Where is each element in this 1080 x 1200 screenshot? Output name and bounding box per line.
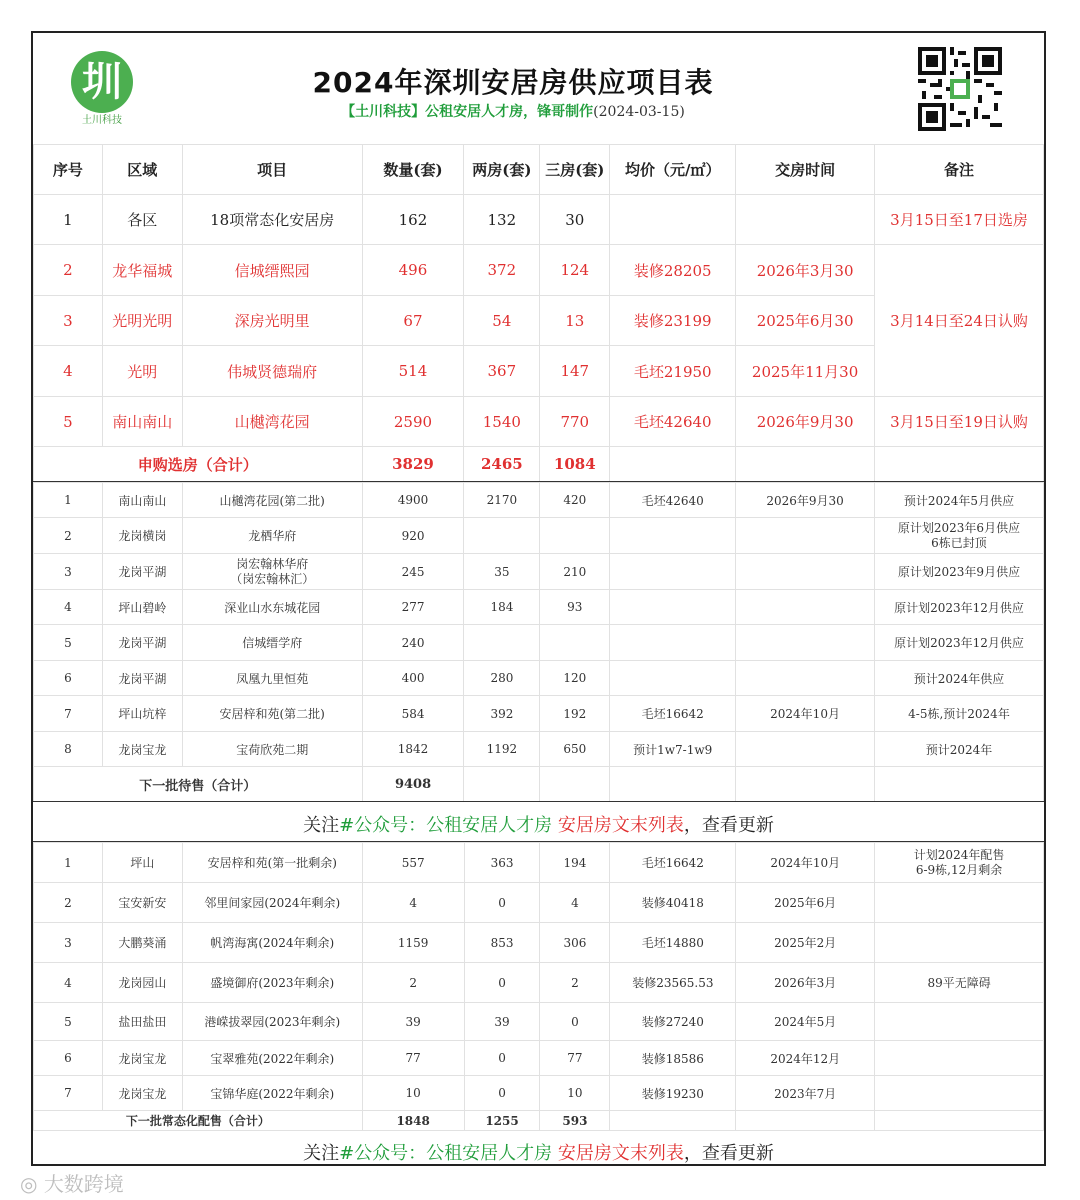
total-three: 593 [540,1111,610,1131]
cell-qty: 77 [362,1041,464,1076]
table-row [34,963,1044,1003]
cell-no: 3 [34,296,103,346]
total-row [34,767,1044,802]
sheet-header [33,33,1044,145]
cell-price [610,661,736,696]
cell-date: 2024年10月 [736,696,875,732]
remaining-table [33,842,1044,1131]
cell-area: 龙岗平湖 [102,661,182,696]
cell-qty: 1159 [362,923,464,963]
cell-two: 0 [464,1076,540,1111]
column-header: 序号 [34,145,103,195]
section-divider [33,801,1044,802]
primary-table [33,144,1044,482]
cell-area: 光明 [102,346,182,397]
cell-qty: 277 [362,590,464,625]
cell-date: 2024年12月 [736,1041,875,1076]
cell-three: 420 [540,483,610,518]
subtitle-credit: 【土川科技】公租安居人才房，锋哥制作 [341,104,594,120]
table-row [34,590,1044,625]
empty-cell [610,767,736,802]
cell-price: 装修28205 [610,245,736,296]
cell-project: 宝翠雅苑(2022年剩余) [182,1041,362,1076]
cell-date: 2025年11月30 [736,346,875,397]
cell-price: 装修18586 [610,1041,736,1076]
follow-list: 安居房文末列表 [557,815,684,836]
table-row [34,554,1044,590]
cell-two: 372 [464,245,540,296]
column-header: 均价（元/㎡） [610,145,736,195]
total-label: 下一批待售（合计） [34,767,363,802]
cell-project: 山樾湾花园 [182,397,362,447]
cell-date [736,195,875,245]
project-line: （岗宏翰林汇） [230,571,315,586]
cell-note: 预计2024年 [874,732,1043,767]
cell-qty: 2 [362,963,464,1003]
cell-price [610,625,736,661]
cell-no: 4 [34,346,103,397]
cell-price: 装修27240 [610,1003,736,1041]
cell-date: 2026年3月30 [736,245,875,296]
cell-area: 龙岗宝龙 [102,1076,182,1111]
subtitle-date: (2024-03-15) [593,104,685,120]
cell-qty: 514 [362,346,464,397]
cell-note: 3月15日至19日认购 [875,397,1044,447]
follow-account: #公众号：公租安居人才房 [339,815,553,836]
cell-date [736,661,875,696]
empty-cell [610,1111,736,1131]
cell-project: 山樾湾花园(第二批) [182,483,362,518]
follow-prefix: 关注 [303,1143,340,1164]
cell-area: 盐田盐田 [102,1003,182,1041]
cell-two [464,625,540,661]
cell-two: 0 [464,883,540,923]
cell-project: 信城缙学府 [182,625,362,661]
cell-no: 6 [34,1041,103,1076]
cell-price: 毛坯16642 [610,843,736,883]
cell-date: 2025年6月30 [736,296,875,346]
cell-date [736,554,875,590]
total-label: 下一批常态化配售（合计） [34,1111,363,1131]
cell-qty: 1842 [362,732,464,767]
cell-qty: 240 [362,625,464,661]
cell-area: 龙岗平湖 [102,554,182,590]
empty-cell [540,767,610,802]
cell-two: 1192 [464,732,540,767]
cell-no: 2 [34,245,103,296]
empty-cell [610,447,736,482]
empty-cell [736,447,875,482]
cell-three: 147 [540,346,610,397]
empty-cell [875,1111,1044,1131]
cell-note: 3月14日至24日认购 [875,245,1044,397]
cell-three: 194 [540,843,610,883]
table-row [34,1076,1044,1111]
cell-price: 毛坯42640 [610,397,736,447]
cell-price [610,554,736,590]
cell-area: 南山南山 [102,483,182,518]
cell-project: 凤凰九里恒苑 [182,661,362,696]
cell-note [875,1041,1044,1076]
table-row [34,883,1044,923]
cell-project: 18项常态化安居房 [182,195,362,245]
total-qty: 1848 [362,1111,464,1131]
cell-no: 4 [34,590,103,625]
cell-qty: 67 [362,296,464,346]
page-subtitle [253,101,773,121]
cell-two: 392 [464,696,540,732]
cell-area: 龙岗园山 [102,963,182,1003]
cell-no: 7 [34,1076,103,1111]
upcoming-table [33,482,1044,802]
cell-two: 54 [464,296,540,346]
follow-list: 安居房文末列表 [557,1143,684,1164]
total-label: 申购选房（合计） [34,447,363,482]
table-row [34,696,1044,732]
cell-note: 89平无障碍 [875,963,1044,1003]
cell-two: 363 [464,843,540,883]
cell-three: 120 [540,661,610,696]
cell-date: 2026年9月30 [736,483,875,518]
follow-banner-bottom [33,1139,1044,1165]
total-two: 1255 [464,1111,540,1131]
cell-project: 宝锦华庭(2022年剩余) [182,1076,362,1111]
cell-note: 原计划2023年12月供应 [874,590,1043,625]
cell-three: 192 [540,696,610,732]
empty-cell [464,767,540,802]
cell-three: 30 [540,195,610,245]
cell-date: 2026年3月 [736,963,875,1003]
cell-three: 2 [540,963,610,1003]
cell-price: 装修19230 [610,1076,736,1111]
note-line: 原计划2023年6月供应 [897,520,1021,535]
cell-two: 367 [464,346,540,397]
cell-price: 毛坯14880 [610,923,736,963]
cell-three [540,625,610,661]
table-row [34,923,1044,963]
cell-note: 原计划2023年9月供应 [874,554,1043,590]
column-header-row [34,145,1044,195]
cell-date: 2026年9月30 [736,397,875,447]
cell-two: 0 [464,963,540,1003]
cell-note: 原计划2023年12月供应 [874,625,1043,661]
cell-project: 帆湾海寓(2024年剩余) [182,923,362,963]
cell-qty: 2590 [362,397,464,447]
page-title: 2024年深圳安居房供应项目表 [312,66,714,99]
table-row [34,195,1044,245]
empty-cell [874,767,1043,802]
cell-three [540,518,610,554]
cell-two: 39 [464,1003,540,1041]
cell-area: 坪山碧岭 [102,590,182,625]
watermark-text: 大数跨境 [43,1172,124,1196]
cell-note: 预计2024年5月供应 [874,483,1043,518]
empty-cell [875,447,1044,482]
cell-no: 3 [34,554,103,590]
cell-date: 2025年6月 [736,883,875,923]
column-header: 三房(套) [540,145,610,195]
cell-note: 4-5栋,预计2024年 [874,696,1043,732]
cell-no: 2 [34,883,103,923]
cell-project: 伟城贤德瑞府 [182,346,362,397]
cell-no: 8 [34,732,103,767]
cell-price: 预计1w7-1w9 [610,732,736,767]
cell-no: 1 [34,483,103,518]
cell-date [736,732,875,767]
cell-three: 77 [540,1041,610,1076]
note-line: 6栋已封顶 [931,535,987,550]
cell-qty: 496 [362,245,464,296]
cell-qty: 557 [362,843,464,883]
cell-price: 毛坯21950 [610,346,736,397]
column-header: 项目 [182,145,362,195]
cell-area: 坪山 [102,843,182,883]
cell-note [875,1076,1044,1111]
note-line: 计划2024年配售 [913,847,1005,862]
cell-price: 装修40418 [610,883,736,923]
cell-two: 853 [464,923,540,963]
table-row [34,1041,1044,1076]
cell-three: 124 [540,245,610,296]
follow-suffix: ，查看更新 [683,815,774,836]
column-header: 区域 [102,145,182,195]
cell-area: 龙岗宝龙 [102,732,182,767]
cell-no: 3 [34,923,103,963]
table-row [34,732,1044,767]
cell-project: 信城缙熙园 [182,245,362,296]
cell-date: 2024年5月 [736,1003,875,1041]
cell-qty: 4900 [362,483,464,518]
cell-project: 安居梓和苑(第一批剩余) [182,843,362,883]
cell-project: 安居梓和苑(第二批) [182,696,362,732]
cell-two: 132 [464,195,540,245]
note-line: 6-9栋,12月剩余 [915,862,1003,877]
cell-date: 2024年10月 [736,843,875,883]
cell-project: 深房光明里 [182,296,362,346]
project-line: 岗宏翰林华府 [236,556,309,571]
cell-three: 306 [540,923,610,963]
cell-note [875,883,1044,923]
cell-no: 5 [34,625,103,661]
total-three: 1084 [540,447,610,482]
cell-area: 宝安新安 [102,883,182,923]
table-row [34,1003,1044,1041]
cell-date: 2025年2月 [736,923,875,963]
cell-price: 装修23565.53 [610,963,736,1003]
cell-area: 龙岗横岗 [102,518,182,554]
cell-two: 2170 [464,483,540,518]
table-row [34,245,1044,296]
column-header: 数量(套) [362,145,464,195]
table-row [34,397,1044,447]
cell-no: 4 [34,963,103,1003]
cell-note [875,923,1044,963]
cell-no: 7 [34,696,103,732]
cell-qty: 920 [362,518,464,554]
cell-two: 35 [464,554,540,590]
cell-no: 1 [34,195,103,245]
total-qty: 9408 [362,767,464,802]
cell-note: 3月15日至17日选房 [875,195,1044,245]
cell-area: 龙岗宝龙 [102,1041,182,1076]
cell-note [875,843,1044,883]
cell-no: 2 [34,518,103,554]
brand-logo: 圳 [71,51,133,113]
cell-qty: 10 [362,1076,464,1111]
cell-project: 港嵘拔翠园(2023年剩余) [182,1003,362,1041]
cell-three: 13 [540,296,610,346]
table-row [34,843,1044,883]
cell-price: 毛坯16642 [610,696,736,732]
follow-account: #公众号：公租安居人才房 [339,1143,553,1164]
cell-no: 5 [34,1003,103,1041]
cell-three: 4 [540,883,610,923]
brand-caption: 土川科技 [82,115,122,126]
cell-date: 2023年7月 [736,1076,875,1111]
cell-date [736,518,875,554]
cell-project: 邻里间家园(2024年剩余) [182,883,362,923]
column-header: 交房时间 [736,145,875,195]
table-row [34,661,1044,696]
watermark [20,1168,124,1197]
cell-two: 0 [464,1041,540,1076]
cell-qty: 162 [362,195,464,245]
cell-project: 深业山水东城花园 [182,590,362,625]
cell-price: 装修23199 [610,296,736,346]
cell-date [736,625,875,661]
cell-area: 各区 [102,195,182,245]
cell-project: 盛境御府(2023年剩余) [182,963,362,1003]
cell-qty: 245 [362,554,464,590]
cell-project: 龙栖华府 [182,518,362,554]
cell-price [610,590,736,625]
table-row [34,625,1044,661]
cell-area: 南山南山 [102,397,182,447]
cell-price [610,518,736,554]
cell-two [464,518,540,554]
total-two: 2465 [464,447,540,482]
table-row [34,483,1044,518]
cell-area: 大鹏葵涌 [102,923,182,963]
cell-three: 10 [540,1076,610,1111]
cell-two: 184 [464,590,540,625]
cell-qty: 584 [362,696,464,732]
supply-sheet [31,31,1046,1166]
total-row [34,1111,1044,1131]
cell-two: 280 [464,661,540,696]
cell-area: 光明光明 [102,296,182,346]
cell-no: 1 [34,843,103,883]
cell-qty: 39 [362,1003,464,1041]
cell-note [875,1003,1044,1041]
qr-code-icon [918,47,1002,131]
column-header: 两房(套) [464,145,540,195]
cell-price: 毛坯42640 [610,483,736,518]
cell-three: 650 [540,732,610,767]
follow-suffix: ，查看更新 [683,1143,774,1164]
empty-cell [736,1111,875,1131]
cell-no: 6 [34,661,103,696]
table-row [34,518,1044,554]
total-row [34,447,1044,482]
cell-two: 1540 [464,397,540,447]
column-header: 备注 [875,145,1044,195]
cell-three: 210 [540,554,610,590]
total-qty: 3829 [362,447,464,482]
follow-banner [33,811,1044,837]
cell-date [736,590,875,625]
follow-prefix: 关注 [303,815,340,836]
cell-three: 93 [540,590,610,625]
cell-project: 宝荷欣苑二期 [182,732,362,767]
empty-cell [736,767,875,802]
cell-note [874,518,1043,554]
cell-no: 5 [34,397,103,447]
cell-qty: 4 [362,883,464,923]
cell-qty: 400 [362,661,464,696]
cell-price [610,195,736,245]
cell-note: 预计2024年供应 [874,661,1043,696]
cell-area: 龙岗平湖 [102,625,182,661]
cell-area: 坪山坑梓 [102,696,182,732]
cell-project [182,554,362,590]
watermark-logo-icon: ◎ [20,1172,38,1196]
cell-three: 0 [540,1003,610,1041]
cell-area: 龙华福城 [102,245,182,296]
cell-three: 770 [540,397,610,447]
